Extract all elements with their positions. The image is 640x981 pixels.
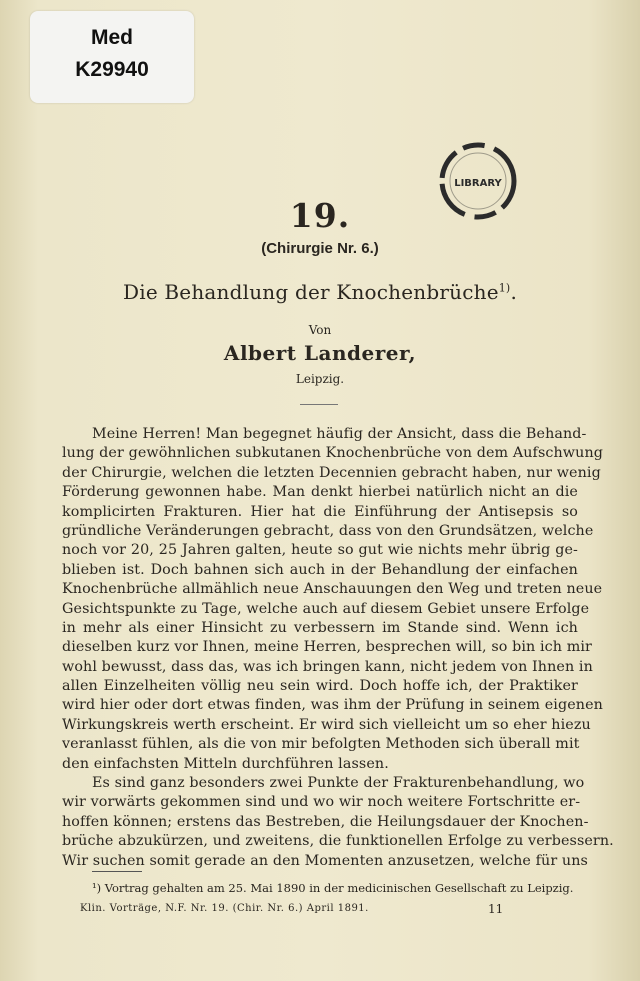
series-label: (Chirurgie Nr. 6.): [261, 240, 379, 257]
body-line: dieselben kurz vor Ihnen, meine Herren, besprechen will, so bin ich mir: [62, 639, 592, 656]
body-line: lung der gewöhnlichen subkutanen Knochenbrüche von dem Aufschwung: [62, 445, 604, 462]
lecture-number: 19.: [289, 196, 351, 235]
publication-footer: Klin. Vorträge, N.F. Nr. 19. (Chir. Nr. 6.) April 1891.: [80, 903, 369, 914]
body-line: den einfachsten Mitteln durchführen lassen.: [62, 755, 389, 772]
author-name: Albert Landerer,: [223, 341, 417, 365]
body-line: Es sind ganz besonders zwei Punkte der Frakturenbehandlung, wo: [92, 775, 585, 792]
shelfmark-line-2: K29940: [75, 58, 149, 81]
body-line: wir vorwärts gekommen sind und wo wir noch weitere Fortschritte er-: [62, 794, 581, 811]
body-line: wohl bewusst, dass das, was ich bringen kann, nicht jedem von Ihnen in: [62, 658, 593, 675]
body-line: Meine Herren! Man begegnet häufig der Ansicht, dass die Behand-: [92, 426, 587, 442]
title-text: Die Behandlung der Knochenbrüche: [122, 280, 499, 304]
title-footnote-mark: 1): [498, 281, 511, 295]
footnote: ¹) Vortrag gehalten am 25. Mai 1890 in der medicinischen Gesellschaft zu Leipzig.: [92, 881, 574, 895]
body-line: allen Einzelheiten völlig neu sein wird. Doch hoffe ich, der Praktiker: [62, 678, 578, 695]
byline-prefix: Von: [308, 323, 332, 337]
body-line: noch vor 20, 25 Jahren galten, heute so gut wie nichts mehr übrig ge-: [62, 542, 578, 559]
body-line: Gesichtspunkte zu Tage, welche auch auf diesem Gebiet unsere Erfolge: [62, 600, 590, 617]
body-line: brüche abzukürzen, und zweitens, die funktionellen Erfolge zu verbessern.: [62, 833, 614, 850]
body-text: [62, 425, 614, 871]
body-line: in mehr als einer Hinsicht zu verbessern im Stande sind. Wenn ich: [62, 619, 578, 636]
body-line: Knochenbrüche allmählich neue Anschauungen den Weg und treten neue: [62, 581, 603, 598]
body-line: veranlasst fühlen, als die von mir befolgten Methoden sich überall mit: [62, 736, 580, 753]
signature-mark: 11: [488, 902, 504, 916]
shelfmark-line-1: Med: [91, 26, 133, 49]
body-line: hoffen können; erstens das Bestreben, die Heilungsdauer der Knochen-: [62, 813, 589, 830]
author-place: Leipzig.: [295, 372, 345, 386]
body-line: Wirkungskreis werth erscheint. Er wird sich vielleicht um so eher hiezu: [62, 716, 591, 733]
body-line: blieben ist. Doch bahnen sich auch in der Behandlung der einfachen: [62, 561, 578, 578]
title-period: .: [510, 280, 517, 304]
footnote-divider: [92, 871, 142, 872]
title-divider: [300, 404, 338, 405]
body-line: komplicirten Frakturen. Hier hat die Einführung der Antisepsis so: [62, 503, 578, 520]
article-title: [0, 280, 640, 304]
body-line: Förderung gewonnen habe. Man denkt hierbei natürlich nicht an die: [62, 484, 578, 501]
library-shelfmark-label: [30, 11, 194, 103]
body-line: gründliche Veränderungen gebracht, dass von den Grundsätzen, welche: [62, 522, 594, 539]
body-line: Wir suchen somit gerade an den Momenten anzusetzen, welche für uns: [62, 852, 588, 869]
stamp-middle-text: LIBRARY: [454, 178, 502, 189]
body-line: der Chirurgie, welchen die letzten Decennien gebracht haben, nur wenig: [62, 464, 601, 481]
body-line: wird hier oder dort etwas finden, was ihm der Prüfung in seinem eigenen: [62, 697, 603, 714]
